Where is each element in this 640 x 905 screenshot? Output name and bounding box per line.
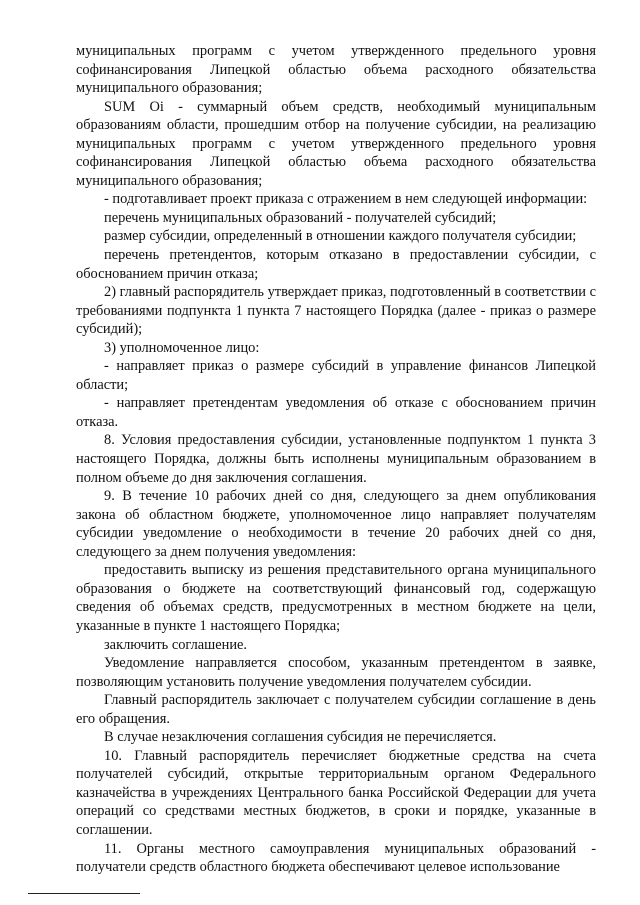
document-body xyxy=(76,42,596,877)
paragraph: предоставить выписку из решения представительного органа муниципального образования о бюджете на соответствующий финансовый год, содержащую сведения об объемах средств, предусмотренных в местном бюджете на цели, указанные в пункте 1 настоящего Порядка; xyxy=(76,562,596,634)
paragraph: перечень муниципальных образований - получателей субсидий; xyxy=(104,209,497,226)
paragraph: заключить соглашение. xyxy=(104,636,248,653)
paragraph: Уведомление направляется способом, указанным претендентом в заявке, позволяющим установить получение уведомления получателем субсидии. xyxy=(76,655,596,690)
paragraph: 9. В течение 10 рабочих дней со дня, следующего за днем опубликования закона об областном бюджете, уполномоченное лицо направляет получателям субсидии уведомление о необходимости в течение 20 рабочих дней со дня, следующего за днем получения уведомления: xyxy=(76,488,596,560)
paragraph: SUM Oi - суммарный объем средств, необходимый муниципальным образованиям области, прошедшим отбор на получение субсидии, на реализацию муниципальных программ с учетом утвержденного предельного уровня софинансирования Липецкой областью объема расходного обязательства муниципального образования; xyxy=(76,98,596,189)
paragraph: - подготавливает проект приказа с отражением в нем следующей информации: xyxy=(104,191,588,208)
paragraph: 8. Условия предоставления субсидии, установленные подпунктом 1 пункта 3 настоящего Порядка, должны быть исполнены муниципальным образованием в полном объеме до дня заключения соглашения. xyxy=(76,432,596,486)
paragraph: перечень претендентов, которым отказано в предоставлении субсидии, с обоснованием причин отказа; xyxy=(76,247,596,282)
paragraph: Главный распорядитель заключает с получателем субсидии соглашение в день его обращения. xyxy=(76,692,596,727)
paragraph: размер субсидии, определенный в отношении каждого получателя субсидии; xyxy=(104,228,577,245)
paragraph: 2) главный распорядитель утверждает приказ, подготовленный в соответствии с требованиями подпункта 1 пункта 7 настоящего Порядка (далее - приказ о размере субсидий); xyxy=(76,284,596,338)
paragraph: В случае незаключения соглашения субсидия не перечисляется. xyxy=(104,729,497,746)
paragraph: - направляет приказ о размере субсидий в управление финансов Липецкой области; xyxy=(76,358,596,393)
paragraph: 10. Главный распорядитель перечисляет бюджетные средства на счета получателей субсидий, открытые территориальным органом Федерального казначейства в учреждениях Центрального банка Российской Федерации для учета операций со средствами местных бюджетов, в сроки и порядке, указанные в соглашении. xyxy=(76,747,596,838)
paragraph: - направляет претендентам уведомления об отказе с обоснованием причин отказа. xyxy=(76,395,596,430)
paragraph: 3) уполномоченное лицо: xyxy=(104,339,260,356)
footer-rule xyxy=(28,893,140,894)
paragraph: муниципальных программ с учетом утвержденного предельного уровня софинансирования Липецкой областью объема расходного обязательства муниципального образования; xyxy=(76,43,596,97)
paragraph: 11. Органы местного самоуправления муниципальных образований - получатели средств областного бюджета обеспечивают целевое использование xyxy=(76,840,596,876)
